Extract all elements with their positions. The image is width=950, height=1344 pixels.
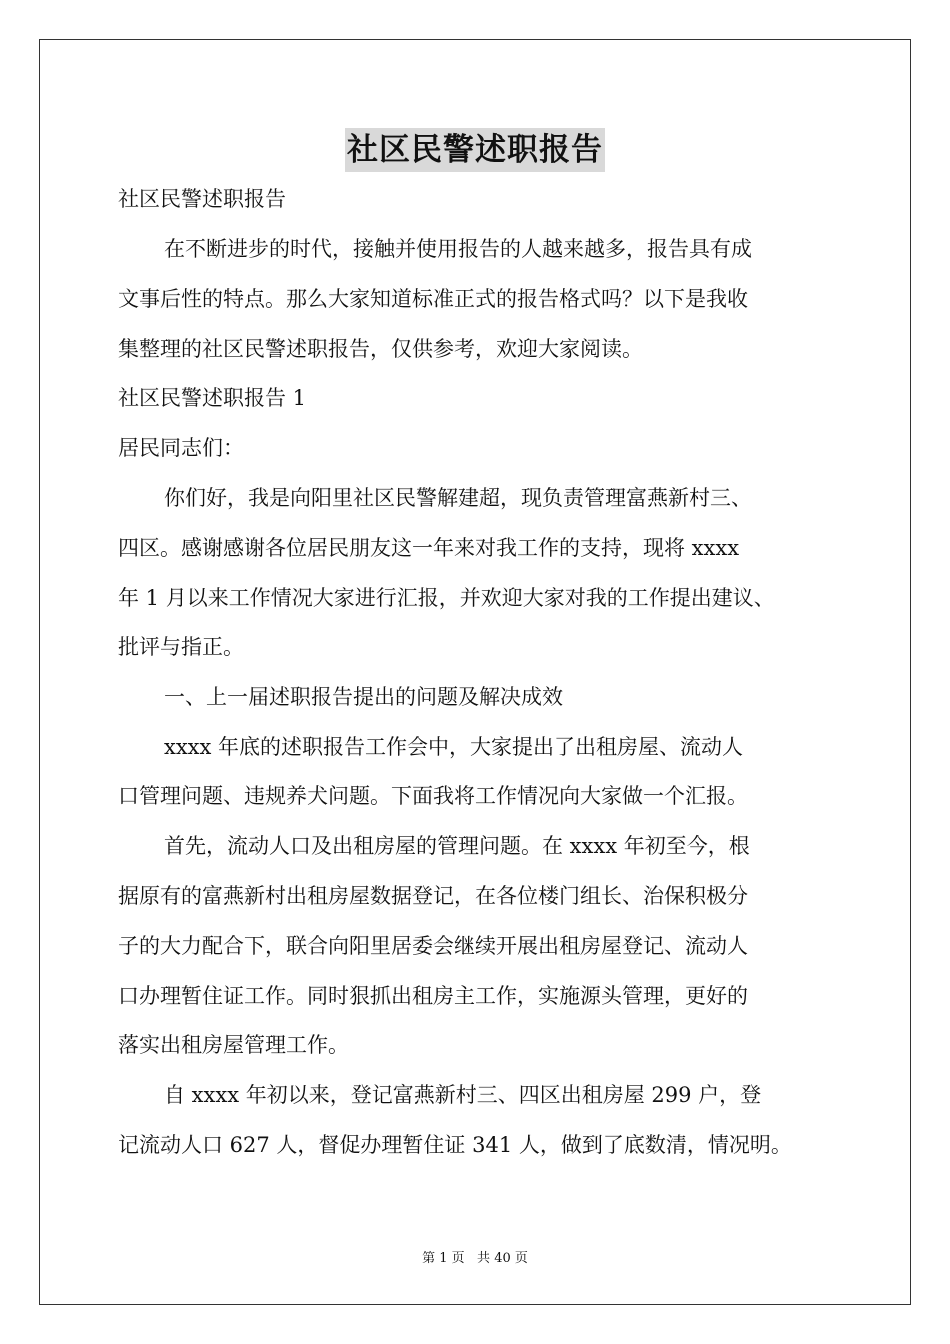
paragraph-line: 自 xxxx 年初以来，登记富燕新村三、四区出租房屋 299 户，登 (164, 1083, 762, 1107)
paragraph-line: 记流动人口 627 人，督促办理暂住证 341 人，做到了底数清，情况明。 (118, 1133, 792, 1157)
salutation: 居民同志们： (118, 436, 244, 460)
paragraph-line: 你们好，我是向阳里社区民警解建超，现负责管理富燕新村三、 (164, 486, 752, 510)
paragraph-line: 据原有的富燕新村出租房屋数据登记，在各位楼门组长、治保积极分 (118, 884, 748, 908)
document-title-wrap (0, 128, 950, 172)
paragraph-line: 口管理问题、违规养犬问题。下面我将工作情况向大家做一个汇报。 (118, 784, 748, 808)
page-footer: 第 1 页 共 40 页 (422, 1251, 528, 1266)
paragraph-line: 年 1 月以来工作情况大家进行汇报，并欢迎大家对我的工作提出建议、 (118, 586, 775, 610)
paragraph-line: 子的大力配合下，联合向阳里居委会继续开展出租房屋登记、流动人 (118, 934, 748, 958)
paragraph-line: 批评与指正。 (118, 635, 244, 659)
subtitle-line: 社区民警述职报告 (118, 187, 286, 211)
page-border (39, 39, 911, 1305)
section-heading: 一、上一届述职报告提出的问题及解决成效 (164, 685, 563, 709)
paragraph-line: 集整理的社区民警述职报告，仅供参考，欢迎大家阅读。 (118, 337, 643, 361)
section-heading: 社区民警述职报告 1 (118, 386, 307, 410)
paragraph-line: 口办理暂住证工作。同时狠抓出租房主工作，实施源头管理，更好的 (118, 984, 748, 1008)
paragraph-line: 四区。感谢感谢各位居民朋友这一年来对我工作的支持，现将 xxxx (118, 536, 740, 560)
document-title: 社区民警述职报告 (345, 128, 605, 172)
paragraph-line: xxxx 年底的述职报告工作会中，大家提出了出租房屋、流动人 (164, 735, 744, 759)
paragraph-line: 文事后性的特点。那么大家知道标准正式的报告格式吗？以下是我收 (118, 287, 748, 311)
paragraph-line: 在不断进步的时代，接触并使用报告的人越来越多，报告具有成 (164, 237, 752, 261)
paragraph-line: 首先，流动人口及出租房屋的管理问题。在 xxxx 年初至今，根 (164, 834, 750, 858)
paragraph-line: 落实出租房屋管理工作。 (118, 1033, 349, 1057)
